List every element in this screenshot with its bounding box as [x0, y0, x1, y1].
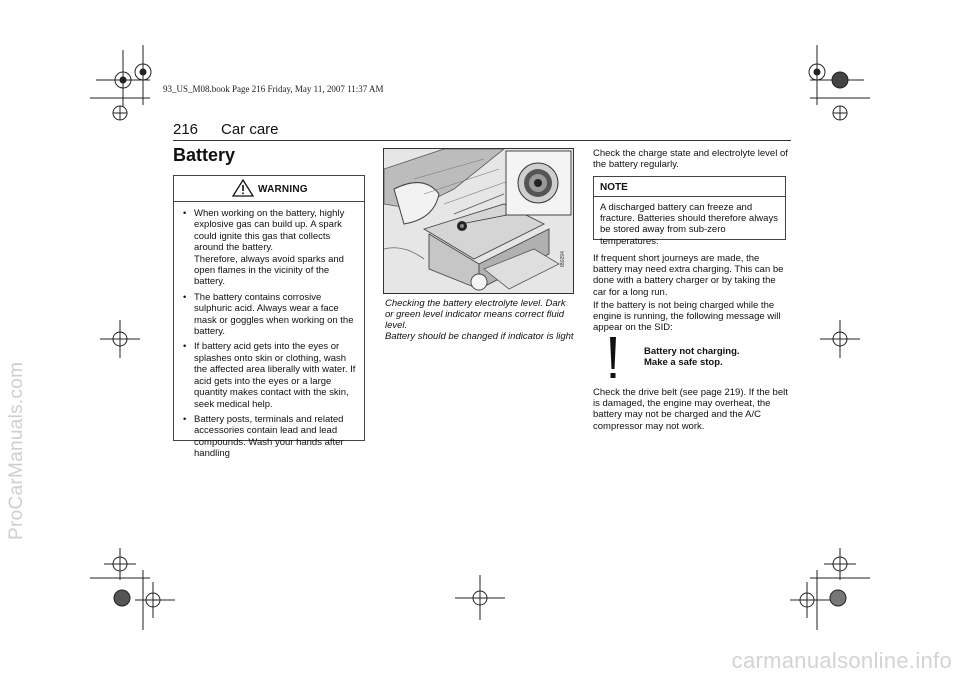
- page-number: 216: [173, 121, 199, 138]
- battery-figure: [383, 148, 574, 294]
- intro-paragraph: Check the charge state and electrolyte level of the battery regularly.: [593, 148, 788, 171]
- figure-caption: Checking the battery electrolyte level. Dark or green level indicator means correct fluid level. Battery should be changed if indicator is light: [385, 298, 574, 342]
- note-box: [593, 176, 786, 247]
- warning-box: [173, 175, 365, 460]
- bottom-watermark: carmanualsonline.info: [731, 648, 952, 673]
- header-rule: [173, 140, 791, 141]
- battery-illustration: [384, 149, 573, 293]
- warning-item: • When working on the battery, highly explosive gas can build up. A spark could ignite this gas that collects around the battery. Therefore, always avoid sparks and open flames in the vicinity of the battery.: [182, 208, 356, 288]
- exclamation-icon: [605, 337, 621, 381]
- paragraph-sid: If the battery is not being charged while the engine is running, the following message will appear on the SID:: [593, 300, 781, 334]
- sid-message: Battery not charging. Make a safe stop.: [644, 346, 740, 369]
- page-title: Battery: [173, 145, 236, 165]
- paragraph-short-journeys: If frequent short journeys are made, the battery may need extra charging. This can be done with a battery charger or by taking the car for a long run.: [593, 253, 784, 298]
- warning-item: • The battery contains corrosive sulphuric acid. Always wear a face mask or goggles when working on the battery.: [182, 292, 356, 338]
- note-label: NOTE: [594, 177, 785, 197]
- warning-header: [174, 176, 364, 202]
- warning-label: WARNING: [258, 184, 308, 195]
- side-watermark: ProCarManuals.com: [6, 361, 27, 540]
- figure-code: IB0294: [560, 251, 566, 267]
- warning-item: • If battery acid gets into the eyes or splashes onto skin or clothing, wash the affected area liberally with water. If acid gets into the eyes or a large quantity makes contact with the skin, seek medical help.: [182, 341, 356, 409]
- paragraph-drive-belt: Check the drive belt (see page 219). If the belt is damaged, the engine may overheat, the battery may not be charged and the A/C compressor may not work.: [593, 387, 788, 432]
- section-title: Car care: [221, 121, 279, 138]
- warning-triangle-icon: [232, 179, 254, 197]
- warning-list: [174, 202, 364, 460]
- file-stamp: 93_US_M08.book Page 216 Friday, May 11, 2007 11:37 AM: [163, 84, 384, 94]
- warning-item: • Battery posts, terminals and related accessories contain lead and lead compounds. Wash your hands after handling: [182, 414, 356, 460]
- note-text: A discharged battery can freeze and fracture. Batteries should therefore always be stored away from sub-zero temperatures.: [600, 202, 778, 247]
